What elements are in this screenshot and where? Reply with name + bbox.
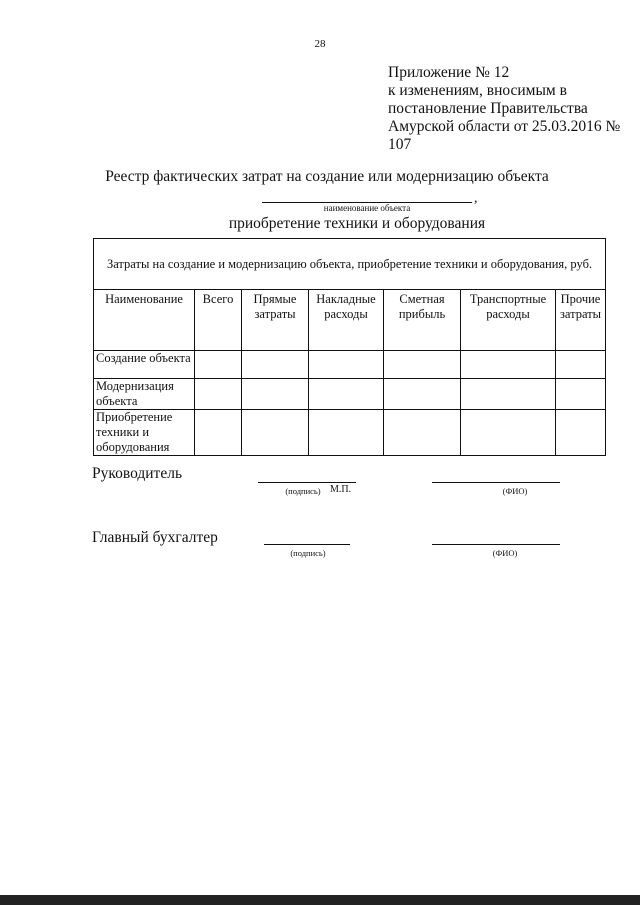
appendix-block: [388, 64, 621, 154]
cell-empty: [309, 379, 384, 410]
table-row: [94, 410, 606, 456]
column-header-label: Прочие затраты: [559, 292, 602, 321]
head-name-caption: (ФИО): [502, 486, 528, 496]
head-name-line: [432, 482, 560, 483]
scan-bottom-edge: [0, 895, 640, 905]
costs-table: [93, 238, 606, 456]
row-label-acquisition: Приобретение техники и оборудования: [94, 410, 195, 456]
page-number: 28: [314, 38, 326, 50]
object-subtitle: приобретение техники и оборудования: [228, 215, 486, 232]
appendix-line-2: к изменениям, вносимым в: [388, 82, 567, 99]
column-header-other: [556, 290, 606, 351]
cell-empty: [556, 410, 606, 456]
column-header-label: Прямые затраты: [253, 292, 297, 321]
cell-empty: [384, 410, 461, 456]
cell-empty: [461, 410, 556, 456]
column-header-label: Всего: [202, 292, 234, 306]
cell-empty: [384, 351, 461, 379]
accountant-name-line: [432, 544, 560, 545]
accountant-sign-caption: (подпись): [290, 548, 326, 558]
head-label: Руководитель: [92, 465, 183, 482]
stamp-place-label: М.П.: [330, 484, 352, 495]
cell-empty: [309, 351, 384, 379]
appendix-line-1: Приложение № 12: [388, 64, 510, 81]
cell-empty: [242, 410, 309, 456]
cell-empty: [195, 410, 242, 456]
cell-empty: [384, 379, 461, 410]
column-header-direct: [242, 290, 309, 351]
column-header-transport: [461, 290, 556, 351]
column-header-profit: [384, 290, 461, 351]
table-row: [94, 379, 606, 410]
head-sign-caption: (подпись): [285, 486, 321, 496]
column-header-overhead: [309, 290, 384, 351]
object-name-caption: наименование объекта: [323, 203, 411, 213]
cell-empty: [556, 379, 606, 410]
cell-empty: [309, 410, 384, 456]
appendix-line-3: постановление Правительства: [388, 100, 588, 117]
accountant-label: Главный бухгалтер: [92, 529, 218, 546]
column-header-total: [195, 290, 242, 351]
cell-empty: [195, 351, 242, 379]
row-label-creation: Создание объекта: [94, 351, 195, 379]
row-label-modernization: Модернизация объекта: [94, 379, 195, 410]
column-header-name: [94, 290, 195, 351]
appendix-line-4: Амурской области от 25.03.2016 №: [388, 118, 621, 135]
column-header-label: Транспортные расходы: [469, 292, 547, 321]
accountant-name-caption: (ФИО): [492, 548, 518, 558]
table-row: [94, 351, 606, 379]
head-sign-line: [258, 482, 356, 483]
column-header-label: Наименование: [105, 292, 183, 306]
table-main-header: Затраты на создание и модернизацию объекта, приобретение техники и оборудования, руб.: [94, 239, 606, 290]
cell-empty: [242, 379, 309, 410]
object-comma: ,: [474, 191, 478, 206]
document-title: Реестр фактических затрат на создание или модернизацию объекта: [105, 168, 549, 185]
appendix-line-5: 107: [388, 136, 412, 153]
cell-empty: [242, 351, 309, 379]
cell-empty: [195, 379, 242, 410]
cell-empty: [461, 351, 556, 379]
column-header-label: Сметная прибыль: [398, 292, 446, 321]
accountant-sign-line: [264, 544, 350, 545]
cell-empty: [461, 379, 556, 410]
column-header-label: Накладные расходы: [316, 292, 376, 321]
cell-empty: [556, 351, 606, 379]
